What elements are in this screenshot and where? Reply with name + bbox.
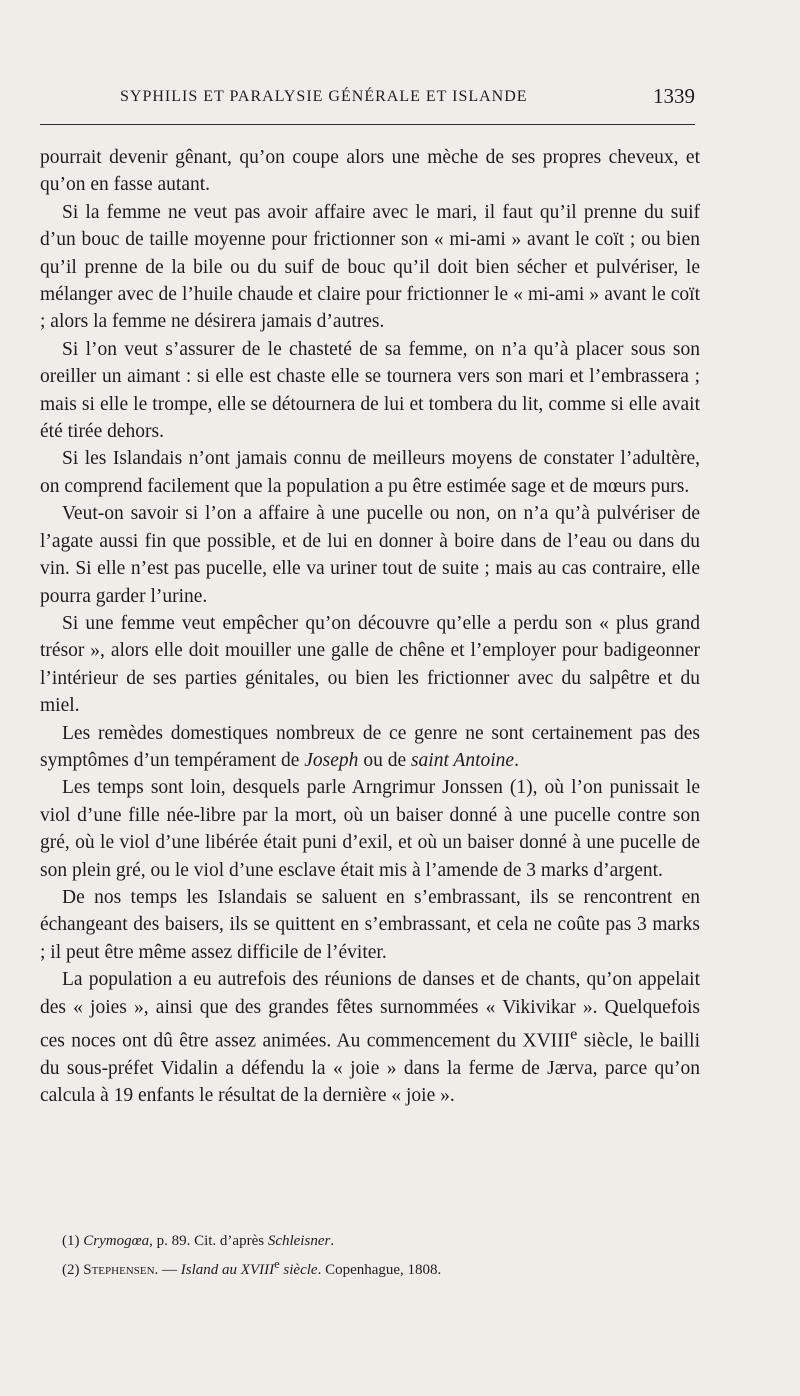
paragraph: Si l’on veut s’assurer de le chasteté de sa femme, on n’a qu’à placer sous son oreiller un aimant : si elle est chaste elle se tournera vers son mari et l’embrassera ; mais si elle le trompe, elle se détournera de lui et tombera du lit, comme si elle avait été tirée dehors. [40,338,700,443]
footnote-work: siècle [279,1262,318,1278]
header-rule [40,124,695,125]
footnote-author: Stephensen [83,1262,155,1278]
paragraph: Si la femme ne veut pas avoir affaire avec le mari, il faut qu’il prenne du suif d’un bouc de taille moyenne pour frictionner son « mi-ami » avant le coït ; ou bien qu’il prenne de la bile ou du suif de bouc qu’il doit bien sécher et pulvériser, le mélanger avec de l’huile chaude et claire pour frictionner le « mi-ami » avant le coït ; alors la femme ne désirera jamais d’autres. [40,201,700,333]
paragraph-text: siècle, le bailli du sous-préfet Vidalin a défendu la « joie » dans la ferme de Jærva, parce qu’on calcula à 19 enfants le résultat de la dernière « joie ». [40,1030,700,1107]
footnote-work: Island au XVIII [180,1262,275,1278]
footnote-author: Schleisner [267,1233,331,1249]
italic-name: Joseph [304,749,359,771]
footnote-mark: (1) [62,1233,80,1249]
superscript: e [570,1025,578,1043]
footnote-text: . [330,1233,335,1249]
footnotes [62,1230,702,1282]
footnote-text: , p. 89. Cit. d’après [149,1233,268,1249]
running-header [40,84,695,114]
paragraph-text: . [514,749,519,771]
paragraph: De nos temps les Islandais se saluent en s’embrassant, ils se rencontrent en échangeant des baisers, ils se quittent en s’embrassant, et cela ne coûte pas 3 marks ; il peut être même assez difficile de l’éviter. [40,886,700,963]
paragraph [40,720,700,775]
paragraph-text: ou de [358,749,411,771]
paragraph: pourrait devenir gênant, qu’on coupe alors une mèche de ses propres cheveux, et qu’on en fasse autant. [40,147,700,196]
superscript: e [274,1257,280,1271]
paragraph: Veut-on savoir si l’on a affaire à une pucelle ou non, on n’a qu’à pulvériser de l’agate aussi fin que possible, et de lui en donner à boire dans de l’eau ou dans du vin. Si elle n’est pas pucelle, elle va uriner tout de suite ; mais au cas contraire, elle pourra garder l’urine. [40,503,700,607]
paragraph-text: La population a eu autrefois des réunions de danses et de chants, qu’on appelait des « joies », ainsi que des grandes fêtes surnommées « Vikivikar ». Quelquefois ces noces ont dû être assez animées. Au commencement du XVIII [40,969,700,1052]
paragraph: Si une femme veut empêcher qu’on découvre qu’elle a perdu son « plus grand trésor », alors elle doit mouiller une galle de chêne et l’employer pour badigeonner l’intérieur de ses parties génitales, ou bien les frictionner avec du salpêtre et du miel. [40,612,700,717]
page-number: 1339 [653,84,695,108]
footnote-work: Crymogœa [83,1233,150,1249]
paragraph: Si les Islandais n’ont jamais connu de meilleurs moyens de constater l’adultère, on comprend facilement que la population a pu être estimée sage et de mœurs purs. [40,448,700,497]
italic-name: saint Antoine [410,749,515,771]
footnote-text: . — [154,1262,181,1278]
footnote-2 [62,1253,702,1282]
footnote-text: . Copenhague, 1808. [317,1262,442,1278]
running-title: SYPHILIS ET PARALYSIE GÉNÉRALE ET ISLANDE [120,88,528,105]
paragraph [40,966,700,1110]
footnote-mark: (2) [62,1262,80,1278]
paragraph-text: Les remèdes domestiques nombreux de ce genre ne sont certainement pas des symptômes d’un tempérament de [40,722,700,771]
footnote-1 [62,1230,702,1253]
paragraph: Les temps sont loin, desquels parle Arngrimur Jonssen (1), où l’on punissait le viol d’une fille née-libre par la mort, où un baiser donné à une pucelle contre son gré, où le viol d’une libérée était puni d’exil, et où un baiser donné à une pucelle de son plein gré, ou le viol d’une esclave était mis à l’amende de 3 marks d’argent. [40,777,700,881]
body-text [40,144,700,1110]
